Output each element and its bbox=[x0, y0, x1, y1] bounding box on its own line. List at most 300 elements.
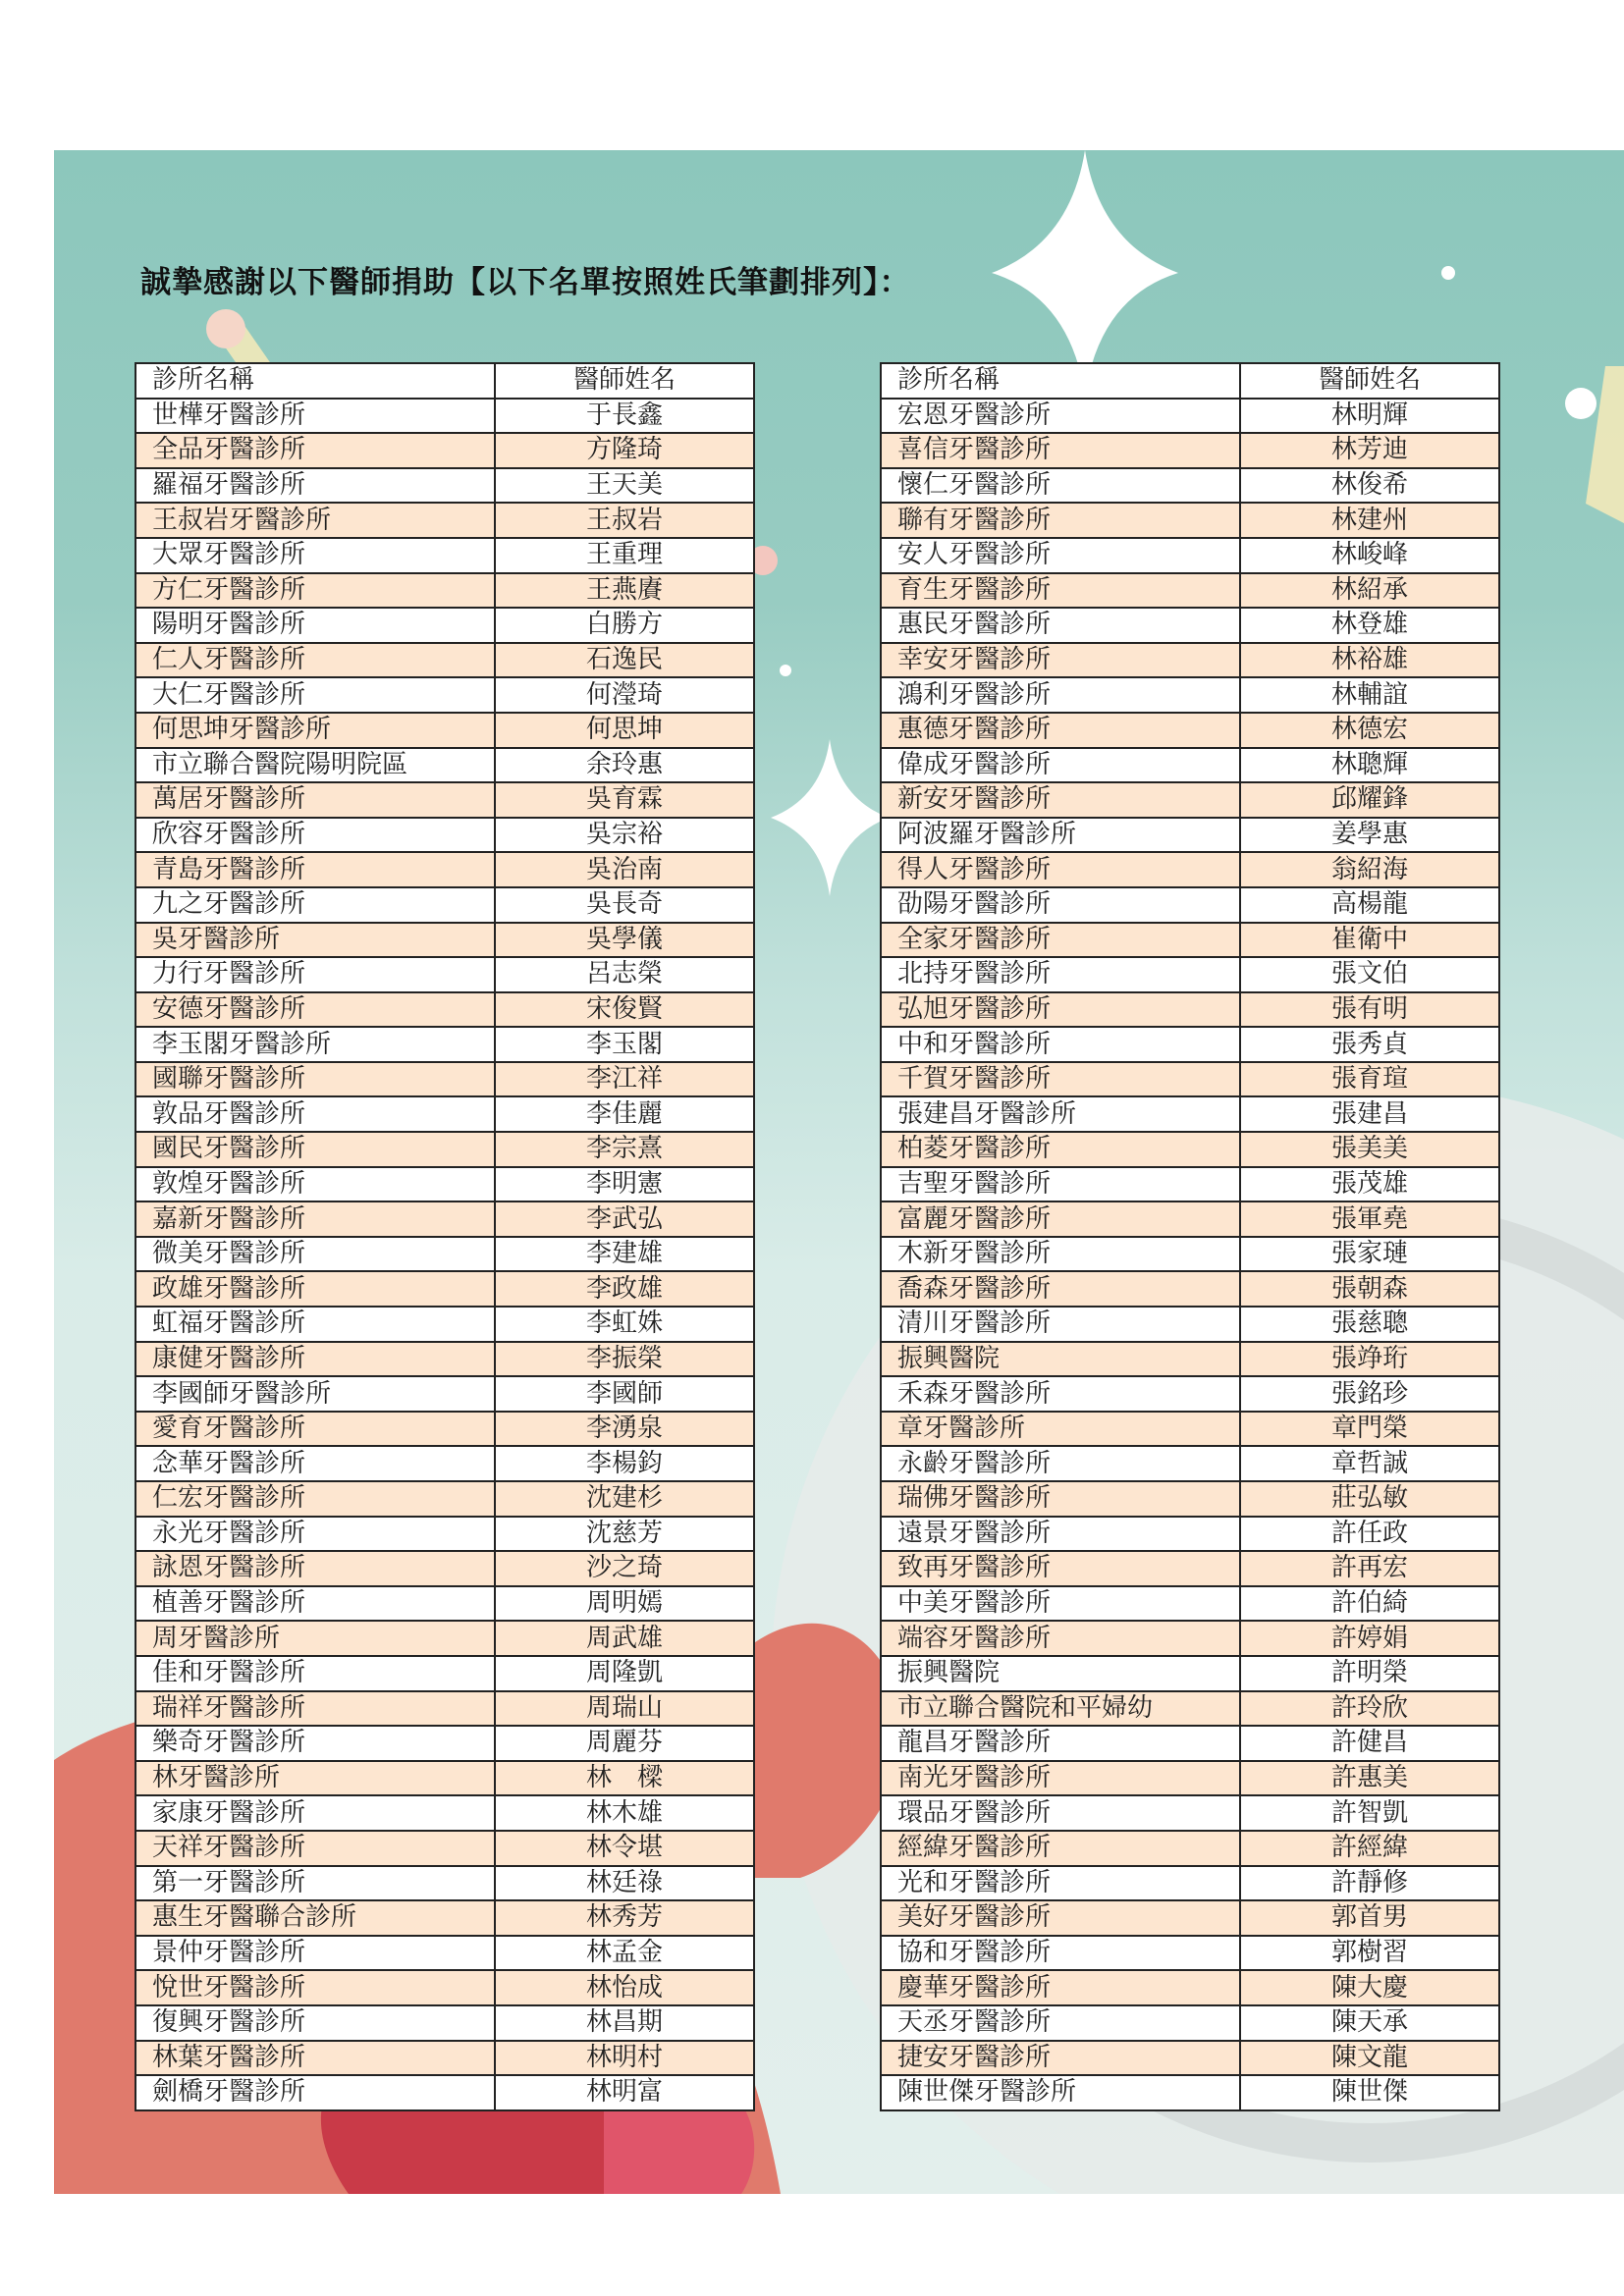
doctor-name-cell: 張竫珩 bbox=[1240, 1342, 1499, 1377]
clinic-name-cell: 嘉新牙醫診所 bbox=[135, 1201, 495, 1237]
doctor-name-cell: 許明榮 bbox=[1240, 1656, 1499, 1691]
clinic-name-cell: 瑞佛牙醫診所 bbox=[881, 1481, 1240, 1517]
doctor-name-cell: 李建雄 bbox=[495, 1237, 754, 1272]
table-row bbox=[135, 1446, 754, 1481]
white-dot-2 bbox=[1565, 388, 1597, 419]
clinic-name-cell: 欣容牙醫診所 bbox=[135, 818, 495, 853]
doctor-name-cell: 許惠美 bbox=[1240, 1761, 1499, 1796]
table-row bbox=[135, 1237, 754, 1272]
doctor-name-cell: 張文伯 bbox=[1240, 957, 1499, 992]
table-row bbox=[881, 1412, 1499, 1447]
clinic-name-cell: 南光牙醫診所 bbox=[881, 1761, 1240, 1796]
doctor-name-cell: 呂志榮 bbox=[495, 957, 754, 992]
clinic-name-cell: 協和牙醫診所 bbox=[881, 1936, 1240, 1971]
table-row bbox=[881, 1866, 1499, 1901]
clinic-name-cell: 市立聯合醫院和平婦幼 bbox=[881, 1691, 1240, 1727]
clinic-name-cell: 清川牙醫診所 bbox=[881, 1307, 1240, 1342]
clinic-name-cell: 安德牙醫診所 bbox=[135, 992, 495, 1028]
table-row bbox=[881, 1970, 1499, 2005]
clinic-name-cell: 林牙醫診所 bbox=[135, 1761, 495, 1796]
doctor-name-cell: 李明憲 bbox=[495, 1167, 754, 1202]
table-row bbox=[881, 1936, 1499, 1971]
table-row bbox=[135, 1900, 754, 1936]
table-row bbox=[135, 748, 754, 783]
table-row bbox=[881, 468, 1499, 504]
yellow-stick-tip bbox=[206, 309, 245, 348]
donor-table-left bbox=[135, 362, 755, 2111]
table-body-left bbox=[135, 399, 754, 2110]
table-row bbox=[135, 1726, 754, 1761]
clinic-name-cell: 王叔岩牙醫診所 bbox=[135, 503, 495, 538]
table-row bbox=[135, 1761, 754, 1796]
clinic-name-cell: 北持牙醫診所 bbox=[881, 957, 1240, 992]
clinic-name-cell: 喜信牙醫診所 bbox=[881, 433, 1240, 468]
table-row bbox=[881, 433, 1499, 468]
clinic-name-cell: 萬居牙醫診所 bbox=[135, 782, 495, 818]
clinic-name-cell: 樂奇牙醫診所 bbox=[135, 1726, 495, 1761]
table-row bbox=[881, 643, 1499, 678]
clinic-name-cell: 佳和牙醫診所 bbox=[135, 1656, 495, 1691]
table-row bbox=[135, 992, 754, 1028]
table-row bbox=[135, 677, 754, 713]
table-row bbox=[135, 608, 754, 643]
clinic-name-cell: 得人牙醫診所 bbox=[881, 852, 1240, 887]
clinic-name-cell: 念華牙醫診所 bbox=[135, 1446, 495, 1481]
doctor-name-cell: 石逸民 bbox=[495, 643, 754, 678]
doctor-name-cell: 林登雄 bbox=[1240, 608, 1499, 643]
clinic-name-cell: 振興醫院 bbox=[881, 1656, 1240, 1691]
table-row bbox=[135, 1481, 754, 1517]
clinic-name-cell: 陳世傑牙醫診所 bbox=[881, 2075, 1240, 2110]
table-row bbox=[135, 1970, 754, 2005]
doctor-name-cell: 李楊鈞 bbox=[495, 1446, 754, 1481]
table-row bbox=[135, 1866, 754, 1901]
table-row bbox=[135, 2041, 754, 2076]
doctor-name-cell: 林 樑 bbox=[495, 1761, 754, 1796]
doctor-name-cell: 周武雄 bbox=[495, 1621, 754, 1656]
doctor-name-cell: 林輔誼 bbox=[1240, 677, 1499, 713]
clinic-name-cell: 懷仁牙醫診所 bbox=[881, 468, 1240, 504]
yellow-stick-right-shape bbox=[1586, 366, 1624, 523]
clinic-name-cell: 慶華牙醫診所 bbox=[881, 1970, 1240, 2005]
clinic-name-cell: 遠景牙醫診所 bbox=[881, 1517, 1240, 1552]
table-row bbox=[135, 1517, 754, 1552]
clinic-name-cell: 聯有牙醫診所 bbox=[881, 503, 1240, 538]
table-row bbox=[881, 1831, 1499, 1866]
header-doctor-name: 醫師姓名 bbox=[495, 363, 754, 399]
clinic-name-cell: 政雄牙醫診所 bbox=[135, 1271, 495, 1307]
clinic-name-cell: 大眾牙醫診所 bbox=[135, 538, 495, 573]
table-row bbox=[881, 1481, 1499, 1517]
table-row bbox=[881, 2041, 1499, 2076]
table-row bbox=[881, 1900, 1499, 1936]
clinic-name-cell: 振興醫院 bbox=[881, 1342, 1240, 1377]
doctor-name-cell: 林秀芳 bbox=[495, 1900, 754, 1936]
doctor-name-cell: 宋俊賢 bbox=[495, 992, 754, 1028]
clinic-name-cell: 喬森牙醫診所 bbox=[881, 1271, 1240, 1307]
clinic-name-cell: 育生牙醫診所 bbox=[881, 573, 1240, 609]
clinic-name-cell: 復興牙醫診所 bbox=[135, 2005, 495, 2041]
clinic-name-cell: 經緯牙醫診所 bbox=[881, 1831, 1240, 1866]
table-row bbox=[881, 748, 1499, 783]
doctor-name-cell: 李佳麗 bbox=[495, 1096, 754, 1132]
clinic-name-cell: 家康牙醫診所 bbox=[135, 1795, 495, 1831]
table-row bbox=[135, 433, 754, 468]
clinic-name-cell: 美好牙醫診所 bbox=[881, 1900, 1240, 1936]
doctor-name-cell: 王叔岩 bbox=[495, 503, 754, 538]
table-row bbox=[135, 468, 754, 504]
doctor-name-cell: 許再宏 bbox=[1240, 1551, 1499, 1586]
doctor-name-cell: 林紹承 bbox=[1240, 573, 1499, 609]
table-row bbox=[135, 1342, 754, 1377]
clinic-name-cell: 敦品牙醫診所 bbox=[135, 1096, 495, 1132]
header-clinic-name: 診所名稱 bbox=[881, 363, 1240, 399]
clinic-name-cell: 宏恩牙醫診所 bbox=[881, 399, 1240, 434]
doctor-name-cell: 方隆琦 bbox=[495, 433, 754, 468]
doctor-name-cell: 郭首男 bbox=[1240, 1900, 1499, 1936]
table-row bbox=[881, 538, 1499, 573]
table-row bbox=[881, 1271, 1499, 1307]
clinic-name-cell: 國民牙醫診所 bbox=[135, 1132, 495, 1167]
doctor-name-cell: 林建州 bbox=[1240, 503, 1499, 538]
clinic-name-cell: 愛育牙醫診所 bbox=[135, 1412, 495, 1447]
clinic-name-cell: 虹福牙醫診所 bbox=[135, 1307, 495, 1342]
table-row bbox=[881, 608, 1499, 643]
clinic-name-cell: 吉聖牙醫診所 bbox=[881, 1167, 1240, 1202]
doctor-name-cell: 李江祥 bbox=[495, 1062, 754, 1097]
clinic-name-cell: 惠民牙醫診所 bbox=[881, 608, 1240, 643]
clinic-name-cell: 天祥牙醫診所 bbox=[135, 1831, 495, 1866]
clinic-name-cell: 劭陽牙醫診所 bbox=[881, 887, 1240, 923]
doctor-name-cell: 林孟金 bbox=[495, 1936, 754, 1971]
clinic-name-cell: 方仁牙醫診所 bbox=[135, 573, 495, 609]
doctor-name-cell: 李政雄 bbox=[495, 1271, 754, 1307]
clinic-name-cell: 瑞祥牙醫診所 bbox=[135, 1691, 495, 1727]
clinic-name-cell: 劍橋牙醫診所 bbox=[135, 2075, 495, 2110]
doctor-name-cell: 沈建杉 bbox=[495, 1481, 754, 1517]
table-row bbox=[881, 1551, 1499, 1586]
table-row bbox=[881, 1307, 1499, 1342]
doctor-name-cell: 林怡成 bbox=[495, 1970, 754, 2005]
doctor-name-cell: 余玲惠 bbox=[495, 748, 754, 783]
clinic-name-cell: 端容牙醫診所 bbox=[881, 1621, 1240, 1656]
doctor-name-cell: 林明富 bbox=[495, 2075, 754, 2110]
clinic-name-cell: 惠生牙醫聯合診所 bbox=[135, 1900, 495, 1936]
doctor-name-cell: 林芳迪 bbox=[1240, 433, 1499, 468]
header-clinic-name: 診所名稱 bbox=[135, 363, 495, 399]
doctor-name-cell: 李宗熹 bbox=[495, 1132, 754, 1167]
table-row bbox=[881, 2075, 1499, 2110]
clinic-name-cell: 富麗牙醫診所 bbox=[881, 1201, 1240, 1237]
table-row bbox=[881, 992, 1499, 1028]
doctor-name-cell: 林明村 bbox=[495, 2041, 754, 2076]
table-row bbox=[881, 1201, 1499, 1237]
table-row bbox=[135, 1656, 754, 1691]
table-row bbox=[135, 643, 754, 678]
table-row bbox=[881, 1761, 1499, 1796]
clinic-name-cell: 天丞牙醫診所 bbox=[881, 2005, 1240, 2041]
table-row bbox=[881, 1621, 1499, 1656]
table-row bbox=[881, 923, 1499, 958]
clinic-name-cell: 大仁牙醫診所 bbox=[135, 677, 495, 713]
table-row bbox=[135, 1201, 754, 1237]
doctor-name-cell: 李武弘 bbox=[495, 1201, 754, 1237]
doctor-name-cell: 許經緯 bbox=[1240, 1831, 1499, 1866]
clinic-name-cell: 永光牙醫診所 bbox=[135, 1517, 495, 1552]
table-row bbox=[135, 852, 754, 887]
table-row bbox=[135, 2075, 754, 2110]
doctor-name-cell: 白勝方 bbox=[495, 608, 754, 643]
doctor-name-cell: 林俊希 bbox=[1240, 468, 1499, 504]
clinic-name-cell: 市立聯合醫院陽明院區 bbox=[135, 748, 495, 783]
clinic-name-cell: 陽明牙醫診所 bbox=[135, 608, 495, 643]
table-row bbox=[135, 887, 754, 923]
table-row bbox=[135, 713, 754, 748]
header-doctor-name: 醫師姓名 bbox=[1240, 363, 1499, 399]
clinic-name-cell: 阿波羅牙醫診所 bbox=[881, 818, 1240, 853]
doctor-name-cell: 張美美 bbox=[1240, 1132, 1499, 1167]
table-row bbox=[135, 1412, 754, 1447]
doctor-name-cell: 周明嫣 bbox=[495, 1586, 754, 1622]
doctor-name-cell: 陳天承 bbox=[1240, 2005, 1499, 2041]
clinic-name-cell: 木新牙醫診所 bbox=[881, 1237, 1240, 1272]
clinic-name-cell: 仁人牙醫診所 bbox=[135, 643, 495, 678]
table-row bbox=[135, 818, 754, 853]
table-row bbox=[881, 818, 1499, 853]
clinic-name-cell: 植善牙醫診所 bbox=[135, 1586, 495, 1622]
table-row bbox=[135, 1132, 754, 1167]
doctor-name-cell: 許靜修 bbox=[1240, 1866, 1499, 1901]
doctor-name-cell: 林聰輝 bbox=[1240, 748, 1499, 783]
doctor-name-cell: 王天美 bbox=[495, 468, 754, 504]
clinic-name-cell: 光和牙醫診所 bbox=[881, 1866, 1240, 1901]
table-row bbox=[881, 1342, 1499, 1377]
table-row bbox=[881, 573, 1499, 609]
doctor-name-cell: 王重理 bbox=[495, 538, 754, 573]
doctor-name-cell: 周麗芬 bbox=[495, 1726, 754, 1761]
table-row bbox=[135, 782, 754, 818]
clinic-name-cell: 國聯牙醫診所 bbox=[135, 1062, 495, 1097]
doctor-name-cell: 張育瑄 bbox=[1240, 1062, 1499, 1097]
table-row bbox=[881, 1376, 1499, 1412]
clinic-name-cell: 永齡牙醫診所 bbox=[881, 1446, 1240, 1481]
clinic-name-cell: 致再牙醫診所 bbox=[881, 1551, 1240, 1586]
clinic-name-cell: 捷安牙醫診所 bbox=[881, 2041, 1240, 2076]
doctor-name-cell: 張朝森 bbox=[1240, 1271, 1499, 1307]
white-dot-3 bbox=[780, 665, 791, 676]
table-row bbox=[881, 852, 1499, 887]
doctor-name-cell: 沈慈芳 bbox=[495, 1517, 754, 1552]
clinic-name-cell: 環品牙醫診所 bbox=[881, 1795, 1240, 1831]
doctor-name-cell: 張家璉 bbox=[1240, 1237, 1499, 1272]
clinic-name-cell: 李玉閣牙醫診所 bbox=[135, 1027, 495, 1062]
doctor-name-cell: 姜學惠 bbox=[1240, 818, 1499, 853]
clinic-name-cell: 幸安牙醫診所 bbox=[881, 643, 1240, 678]
doctor-name-cell: 郭樹習 bbox=[1240, 1936, 1499, 1971]
doctor-name-cell: 許智凱 bbox=[1240, 1795, 1499, 1831]
clinic-name-cell: 安人牙醫診所 bbox=[881, 538, 1240, 573]
doctor-name-cell: 吳治南 bbox=[495, 852, 754, 887]
doctor-name-cell: 吳育霖 bbox=[495, 782, 754, 818]
table-row bbox=[135, 1271, 754, 1307]
doctor-name-cell: 李玉閣 bbox=[495, 1027, 754, 1062]
clinic-name-cell: 禾森牙醫診所 bbox=[881, 1376, 1240, 1412]
doctor-name-cell: 張茂雄 bbox=[1240, 1167, 1499, 1202]
doctor-name-cell: 吳學儀 bbox=[495, 923, 754, 958]
clinic-name-cell: 偉成牙醫診所 bbox=[881, 748, 1240, 783]
table-row bbox=[135, 1062, 754, 1097]
clinic-name-cell: 弘旭牙醫診所 bbox=[881, 992, 1240, 1028]
clinic-name-cell: 何思坤牙醫診所 bbox=[135, 713, 495, 748]
clinic-name-cell: 千賀牙醫診所 bbox=[881, 1062, 1240, 1097]
doctor-name-cell: 張軍堯 bbox=[1240, 1201, 1499, 1237]
clinic-name-cell: 全家牙醫診所 bbox=[881, 923, 1240, 958]
doctor-name-cell: 許婷娟 bbox=[1240, 1621, 1499, 1656]
donor-table-right bbox=[880, 362, 1500, 2111]
table-row bbox=[881, 1132, 1499, 1167]
table-row bbox=[135, 1586, 754, 1622]
table-row bbox=[135, 2005, 754, 2041]
table-header-row bbox=[881, 363, 1499, 399]
clinic-name-cell: 林葉牙醫診所 bbox=[135, 2041, 495, 2076]
table-row bbox=[881, 1691, 1499, 1727]
table-row bbox=[881, 1656, 1499, 1691]
doctor-name-cell: 張慈聰 bbox=[1240, 1307, 1499, 1342]
table-row bbox=[135, 503, 754, 538]
doctor-name-cell: 許健昌 bbox=[1240, 1726, 1499, 1761]
clinic-name-cell: 景仲牙醫診所 bbox=[135, 1936, 495, 1971]
sparkle-large-shape bbox=[992, 150, 1178, 396]
clinic-name-cell: 第一牙醫診所 bbox=[135, 1866, 495, 1901]
table-row bbox=[135, 573, 754, 609]
doctor-name-cell: 翁紹海 bbox=[1240, 852, 1499, 887]
doctor-name-cell: 林明輝 bbox=[1240, 399, 1499, 434]
doctor-name-cell: 許任政 bbox=[1240, 1517, 1499, 1552]
doctor-name-cell: 高楊龍 bbox=[1240, 887, 1499, 923]
table-row bbox=[135, 1307, 754, 1342]
table-row bbox=[881, 1027, 1499, 1062]
doctor-name-cell: 許伯綺 bbox=[1240, 1586, 1499, 1622]
table-row bbox=[881, 782, 1499, 818]
clinic-name-cell: 微美牙醫診所 bbox=[135, 1237, 495, 1272]
clinic-name-cell: 張建昌牙醫診所 bbox=[881, 1096, 1240, 1132]
white-dot-1 bbox=[1441, 266, 1455, 280]
table-row bbox=[881, 2005, 1499, 2041]
doctor-name-cell: 李湧泉 bbox=[495, 1412, 754, 1447]
doctor-name-cell: 張建昌 bbox=[1240, 1096, 1499, 1132]
doctor-name-cell: 林峻峰 bbox=[1240, 538, 1499, 573]
table-row bbox=[881, 1517, 1499, 1552]
table-row bbox=[881, 677, 1499, 713]
clinic-name-cell: 李國師牙醫診所 bbox=[135, 1376, 495, 1412]
table-row bbox=[881, 1795, 1499, 1831]
table-row bbox=[135, 1027, 754, 1062]
clinic-name-cell: 力行牙醫診所 bbox=[135, 957, 495, 992]
table-row bbox=[135, 538, 754, 573]
table-header-row bbox=[135, 363, 754, 399]
table-row bbox=[881, 887, 1499, 923]
clinic-name-cell: 世樺牙醫診所 bbox=[135, 399, 495, 434]
doctor-name-cell: 陳大慶 bbox=[1240, 1970, 1499, 2005]
table-row bbox=[881, 1586, 1499, 1622]
doctor-name-cell: 張秀貞 bbox=[1240, 1027, 1499, 1062]
clinic-name-cell: 周牙醫診所 bbox=[135, 1621, 495, 1656]
clinic-name-cell: 全品牙醫診所 bbox=[135, 433, 495, 468]
clinic-name-cell: 仁宏牙醫診所 bbox=[135, 1481, 495, 1517]
table-row bbox=[881, 1167, 1499, 1202]
doctor-name-cell: 林昌期 bbox=[495, 2005, 754, 2041]
doctor-name-cell: 林木雄 bbox=[495, 1795, 754, 1831]
doctor-name-cell: 沙之琦 bbox=[495, 1551, 754, 1586]
doctor-name-cell: 李振榮 bbox=[495, 1342, 754, 1377]
table-row bbox=[881, 1096, 1499, 1132]
table-row bbox=[135, 1831, 754, 1866]
clinic-name-cell: 鴻利牙醫診所 bbox=[881, 677, 1240, 713]
doctor-name-cell: 林廷祿 bbox=[495, 1866, 754, 1901]
clinic-name-cell: 龍昌牙醫診所 bbox=[881, 1726, 1240, 1761]
doctor-name-cell: 張銘珍 bbox=[1240, 1376, 1499, 1412]
table-row bbox=[881, 713, 1499, 748]
clinic-name-cell: 柏菱牙醫診所 bbox=[881, 1132, 1240, 1167]
table-row bbox=[135, 1376, 754, 1412]
clinic-name-cell: 敦煌牙醫診所 bbox=[135, 1167, 495, 1202]
clinic-name-cell: 吳牙醫診所 bbox=[135, 923, 495, 958]
clinic-name-cell: 新安牙醫診所 bbox=[881, 782, 1240, 818]
clinic-name-cell: 中美牙醫診所 bbox=[881, 1586, 1240, 1622]
table-row bbox=[135, 1096, 754, 1132]
doctor-name-cell: 邱耀鋒 bbox=[1240, 782, 1499, 818]
doctor-name-cell: 于長鑫 bbox=[495, 399, 754, 434]
doctor-name-cell: 章哲誠 bbox=[1240, 1446, 1499, 1481]
table-row bbox=[881, 1062, 1499, 1097]
sparkle-small-shape bbox=[771, 739, 889, 896]
doctor-name-cell: 林令堪 bbox=[495, 1831, 754, 1866]
doctor-name-cell: 周瑞山 bbox=[495, 1691, 754, 1727]
clinic-name-cell: 悅世牙醫診所 bbox=[135, 1970, 495, 2005]
table-row bbox=[881, 1446, 1499, 1481]
doctor-name-cell: 周隆凱 bbox=[495, 1656, 754, 1691]
doctor-name-cell: 何瀅琦 bbox=[495, 677, 754, 713]
table-row bbox=[135, 957, 754, 992]
table-row bbox=[881, 399, 1499, 434]
table-row bbox=[135, 399, 754, 434]
table-row bbox=[135, 1691, 754, 1727]
table-row bbox=[135, 1936, 754, 1971]
doctor-name-cell: 何思坤 bbox=[495, 713, 754, 748]
doctor-name-cell: 崔衛中 bbox=[1240, 923, 1499, 958]
table-row bbox=[135, 1167, 754, 1202]
doctor-name-cell: 吳宗裕 bbox=[495, 818, 754, 853]
doctor-name-cell: 林裕雄 bbox=[1240, 643, 1499, 678]
table-row bbox=[135, 923, 754, 958]
clinic-name-cell: 青島牙醫診所 bbox=[135, 852, 495, 887]
table-row bbox=[135, 1621, 754, 1656]
doctor-name-cell: 張有明 bbox=[1240, 992, 1499, 1028]
clinic-name-cell: 九之牙醫診所 bbox=[135, 887, 495, 923]
clinic-name-cell: 詠恩牙醫診所 bbox=[135, 1551, 495, 1586]
doctor-name-cell: 許玲欣 bbox=[1240, 1691, 1499, 1727]
doctor-name-cell: 吳長奇 bbox=[495, 887, 754, 923]
doctor-name-cell: 莊弘敏 bbox=[1240, 1481, 1499, 1517]
table-row bbox=[881, 1726, 1499, 1761]
table-row bbox=[881, 1237, 1499, 1272]
table-row bbox=[881, 503, 1499, 538]
doctor-name-cell: 陳世傑 bbox=[1240, 2075, 1499, 2110]
clinic-name-cell: 康健牙醫診所 bbox=[135, 1342, 495, 1377]
doctor-name-cell: 李虹姝 bbox=[495, 1307, 754, 1342]
table-body-right bbox=[881, 399, 1499, 2110]
doctor-name-cell: 王燕賡 bbox=[495, 573, 754, 609]
